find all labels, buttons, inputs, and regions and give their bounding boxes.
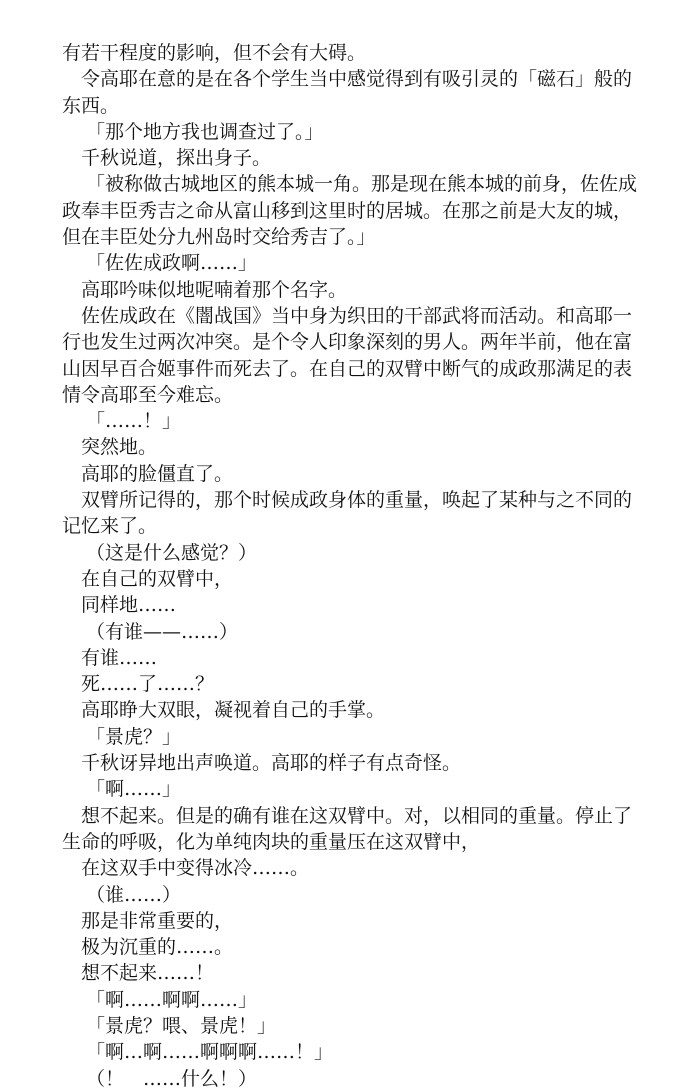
paragraph: 极为沉重的……。 (81, 936, 234, 959)
paragraph: 「……！」 (86, 410, 182, 433)
paragraph: 令高耶在意的是在各个学生当中感觉得到有吸引灵的「磁石」般的东西。 (62, 68, 633, 117)
paragraph: 「啊……」 (86, 778, 182, 801)
paragraph: 想不起来。但是的确有谁在这双臂中。对，以相同的重量。停止了生命的呼吸，化为单纯肉块的重量压在这双臂中， (62, 804, 633, 853)
paragraph: 「啊…啊……啊啊啊……！」 (86, 1041, 334, 1064)
paragraph: 有若干程度的影响，但不会有大碍。 (62, 42, 367, 64)
paragraph: 在这双手中变得冰冷……。 (81, 857, 310, 880)
document-page (62, 40, 642, 1092)
paragraph: 千秋说道，探出身子。 (81, 147, 272, 170)
paragraph: 「景虎？喂、景虎！」 (86, 1014, 277, 1037)
paragraph: （这是什么感觉？） (86, 541, 258, 564)
paragraph: 有谁…… (81, 646, 158, 669)
paragraph: 那是非常重要的， (81, 909, 234, 932)
paragraph: 突然地。 (81, 436, 158, 459)
paragraph: 在自己的双臂中， (81, 567, 234, 590)
paragraph: 同样地…… (81, 594, 177, 617)
paragraph: 高耶睁大双眼，凝视着自己的手掌。 (81, 699, 386, 722)
paragraph: 想不起来……！ (81, 962, 215, 985)
paragraph: 高耶吟味似地呢喃着那个名字。 (81, 278, 348, 301)
paragraph: 死……了……？ (81, 673, 215, 696)
paragraph: 佐佐成政在《闇战国》当中身为织田的干部武将而活动。和高耶一行也发生过两次冲突。是个令人印象深刻的男人。两年半前，他在富山因早百合姬事件而死去了。在自己的双臂中断气的成政那满足的表情令高耶至今难忘。 (62, 304, 633, 406)
paragraph: 「那个地方我也调查过了。」 (86, 120, 324, 143)
paragraph: 高耶的脸僵直了。 (81, 462, 234, 485)
paragraph: 「啊……啊啊……」 (86, 988, 258, 1011)
paragraph: （有谁——……） (86, 620, 239, 643)
paragraph: （谁……） (86, 883, 182, 906)
paragraph: 千秋讶异地出声唤道。高耶的样子有点奇怪。 (81, 752, 462, 775)
paragraph: 双臂所记得的，那个时候成政身体的重量，唤起了某种与之不同的记忆来了。 (62, 489, 633, 538)
paragraph: 「被称做古城地区的熊本城一角。那是现在熊本城的前身，佐佐成政奉丰臣秀吉之命从富山移到这里时的居城。在那之前是大友的城，但在丰臣处分九州岛时交给秀吉了。」 (62, 173, 638, 249)
paragraph: （！ ……什么！） (86, 1067, 258, 1090)
paragraph: 「景虎？」 (86, 725, 182, 748)
paragraph: 「佐佐成政啊……」 (86, 252, 258, 275)
